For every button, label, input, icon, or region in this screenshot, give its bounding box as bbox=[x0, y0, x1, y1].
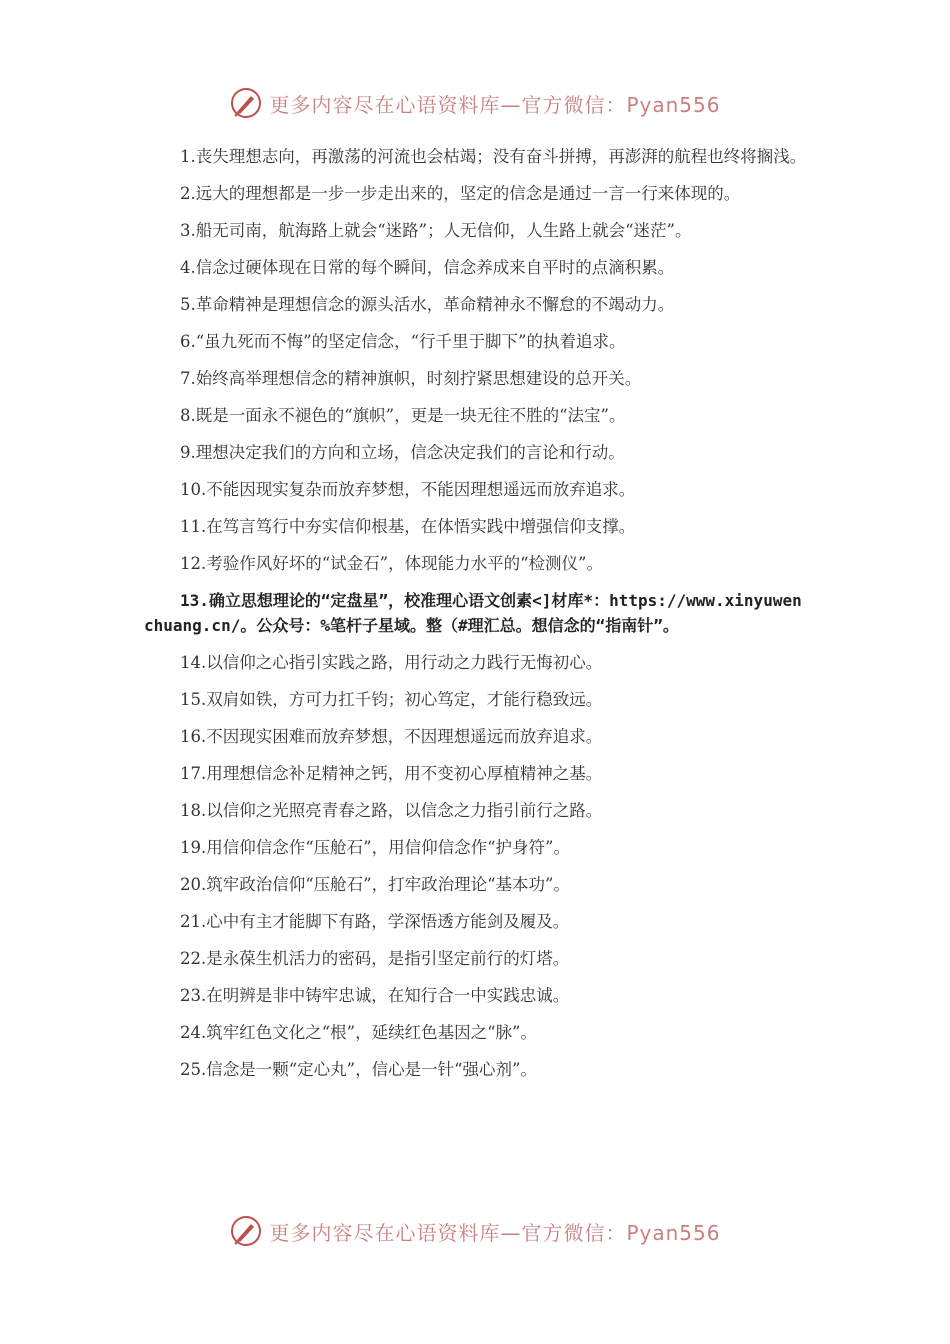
list-item-watermarked: 13.确立思想理论的“定盘星”，校准理心语文创素<]材库*：https://www.xinyuwenchuang.cn/。公众号：%笔杆子星域。整（#理汇总。想信念的“指南针”。 bbox=[144, 591, 802, 635]
list-item: 19.用信仰信念作“压舱石”，用信仰信念作“护身符”。 bbox=[180, 838, 570, 857]
list-item: 5.革命精神是理想信念的源头活水，革命精神永不懈怠的不竭动力。 bbox=[180, 295, 675, 314]
list-item: 14.以信仰之心指引实践之路，用行动之力践行无悔初心。 bbox=[180, 653, 603, 672]
list-item: 12.考验作风好坏的“试金石”，体现能力水平的“检测仪”。 bbox=[180, 554, 603, 573]
list-item: 16.不因现实困难而放弃梦想，不因理想遥远而放弃追求。 bbox=[180, 727, 603, 746]
pen-logo-icon bbox=[229, 86, 263, 120]
header-banner bbox=[0, 78, 950, 128]
list-item: 9.理想决定我们的方向和立场，信念决定我们的言论和行动。 bbox=[180, 443, 625, 462]
footer-banner bbox=[0, 1206, 950, 1256]
pen-logo-icon bbox=[229, 1214, 263, 1248]
list-item: 3.船无司南，航海路上就会“迷路”；人无信仰，人生路上就会“迷茫”。 bbox=[180, 221, 692, 240]
list-item: 23.在明辨是非中铸牢忠诚，在知行合一中实践忠诚。 bbox=[180, 986, 570, 1005]
list-item: 1.丧失理想志向，再激荡的河流也会枯竭；没有奋斗拼搏，再澎湃的航程也终将搁浅。 bbox=[180, 147, 807, 166]
list-item: 21.心中有主才能脚下有路，学深悟透方能剑及履及。 bbox=[180, 912, 570, 931]
list-item: 17.用理想信念补足精神之钙，用不变初心厚植精神之基。 bbox=[180, 764, 603, 783]
list-item: 20.筑牢政治信仰“压舱石”，打牢政治理论“基本功”。 bbox=[180, 875, 570, 894]
list-item: 18.以信仰之光照亮青春之路，以信念之力指引前行之路。 bbox=[180, 801, 603, 820]
list-item: 11.在笃言笃行中夯实信仰根基，在体悟实践中增强信仰支撑。 bbox=[180, 517, 636, 536]
list-item: 8.既是一面永不褪色的“旗帜”，更是一块无往不胜的“法宝”。 bbox=[180, 406, 626, 425]
footer-banner-text: 更多内容尽在心语资料库—官方微信：Pyan556 bbox=[269, 1220, 721, 1245]
list-item: 24.筑牢红色文化之“根”，延续红色基因之“脉”。 bbox=[180, 1023, 537, 1042]
list-item: 15.双肩如铁，方可力扛千钧；初心笃定，才能行稳致远。 bbox=[180, 690, 603, 709]
list-item: 2.远大的理想都是一步一步走出来的，坚定的信念是通过一言一行来体现的。 bbox=[180, 184, 741, 203]
list-item: 6.“虽九死而不悔”的坚定信念，“行千里于脚下”的执着追求。 bbox=[180, 332, 626, 351]
document-body bbox=[144, 144, 808, 1094]
list-item: 22.是永葆生机活力的密码，是指引坚定前行的灯塔。 bbox=[180, 949, 570, 968]
list-item: 4.信念过硬体现在日常的每个瞬间，信念养成来自平时的点滴积累。 bbox=[180, 258, 675, 277]
list-item: 7.始终高举理想信念的精神旗帜，时刻拧紧思想建设的总开关。 bbox=[180, 369, 642, 388]
list-item: 25.信念是一颗“定心丸”，信心是一针“强心剂”。 bbox=[180, 1060, 537, 1079]
header-banner-text: 更多内容尽在心语资料库—官方微信：Pyan556 bbox=[269, 92, 721, 117]
list-item: 10.不能因现实复杂而放弃梦想，不能因理想遥远而放弃追求。 bbox=[180, 480, 636, 499]
